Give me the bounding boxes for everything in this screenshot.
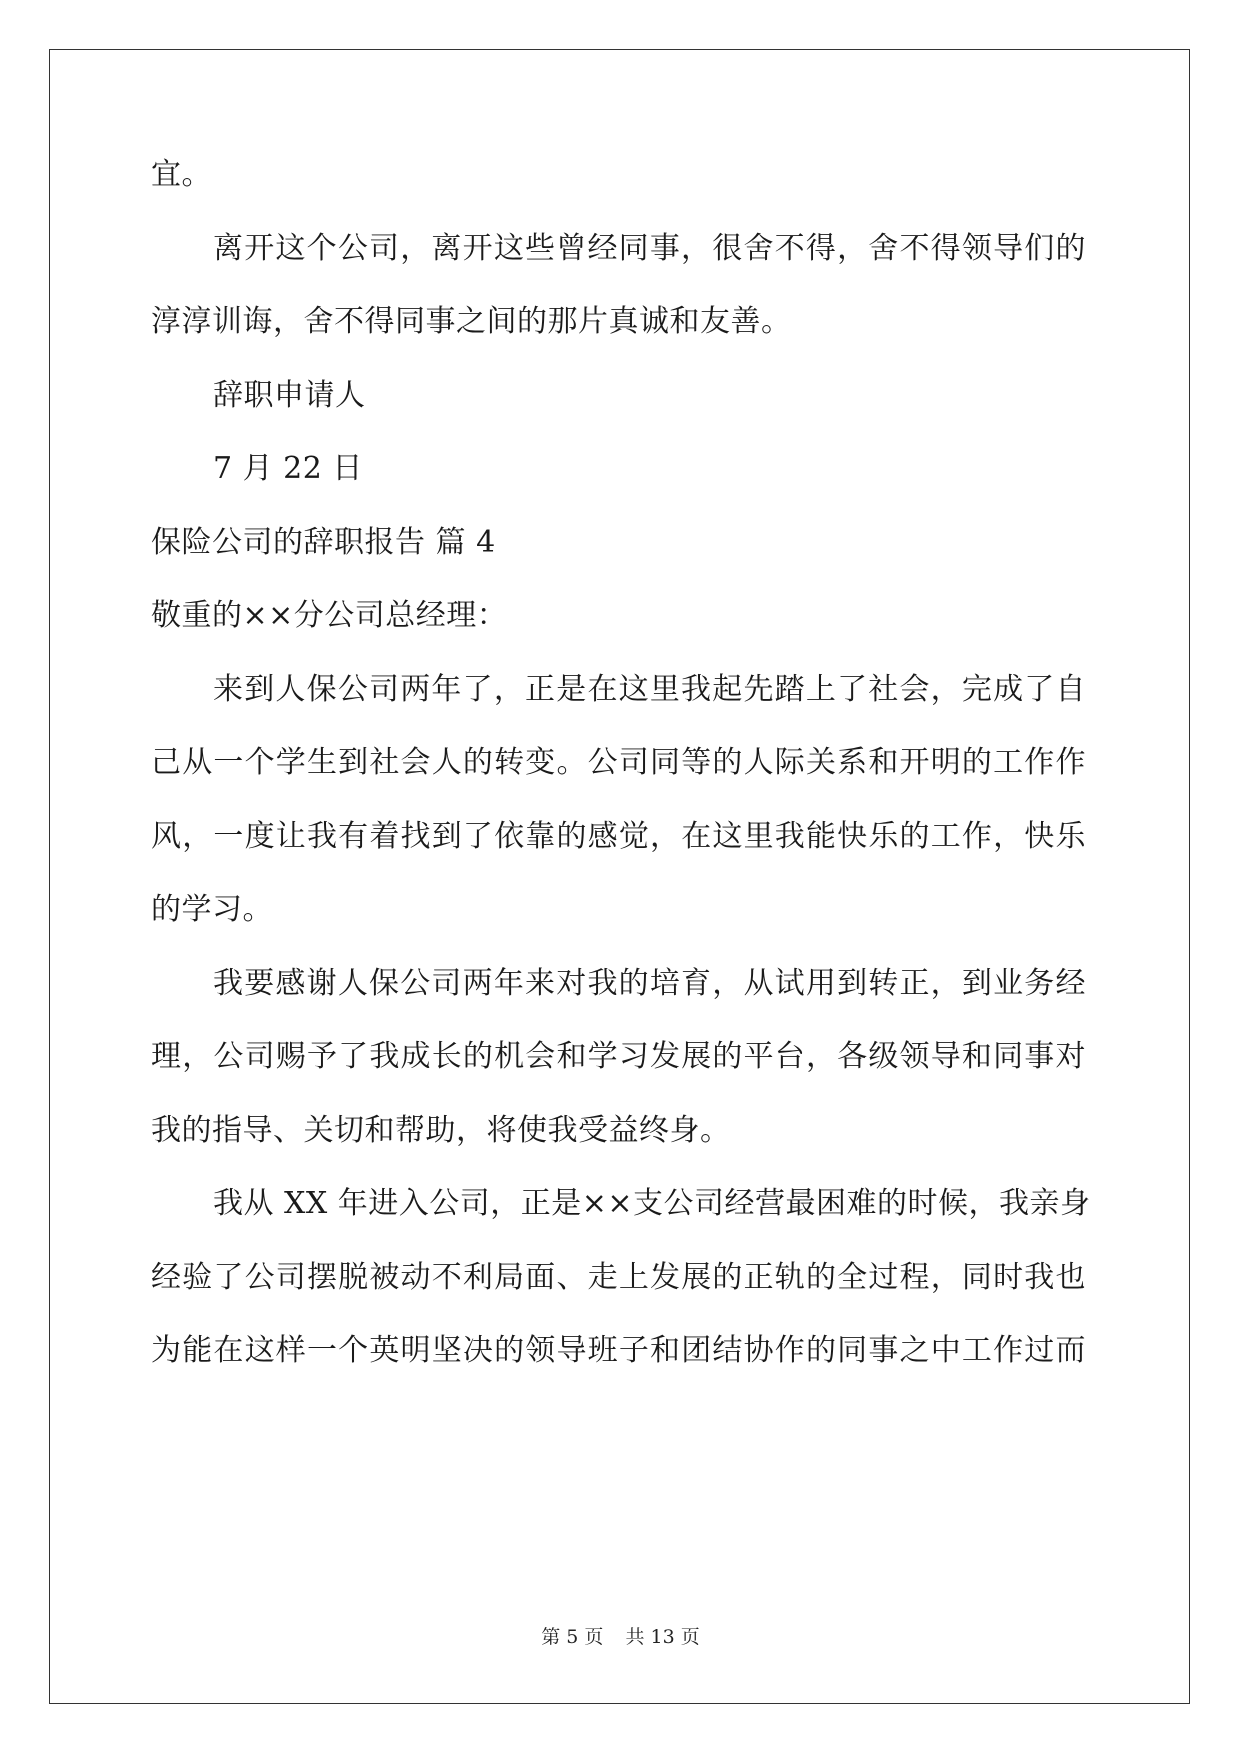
text-line: 我要感谢人保公司两年来对我的培育，从试用到转正，到业务经 [213,966,1086,1001]
text-line: 为能在这样一个英明坚决的领导班子和团结协作的同事之中工作过而 [151,1333,1086,1368]
page-footer [0,1625,1241,1649]
text-line: 理，公司赐予了我成长的机会和学习发展的平台，各级领导和同事对 [151,1039,1086,1074]
text-line: 的学习。 [151,892,273,927]
text-line: 我从 XX 年进入公司，正是××支公司经营最困难的时候，我亲身 [213,1186,1091,1221]
salutation: 敬重的××分公司总经理： [151,598,508,633]
page-total: 共 13 页 [625,1626,700,1648]
page-border [49,49,1190,1704]
text-line: 离开这个公司，离开这些曾经同事，很舍不得，舍不得领导们的 [213,231,1086,266]
text-line: 风，一度让我有着找到了依靠的感觉，在这里我能快乐的工作，快乐 [151,819,1086,854]
text-line: 我的指导、关切和帮助，将使我受益终身。 [151,1113,731,1148]
page-number: 第 5 页 [541,1626,604,1648]
date-line: 7 月 22 日 [213,451,363,486]
section-heading: 保险公司的辞职报告 篇 4 [151,525,496,560]
text-line: 宜。 [151,157,212,192]
text-line: 经验了公司摆脱被动不利局面、走上发展的正轨的全过程，同时我也 [151,1260,1086,1295]
text-line: 来到人保公司两年了，正是在这里我起先踏上了社会，完成了自 [213,672,1086,707]
text-line: 淳淳训诲，舍不得同事之间的那片真诚和友善。 [151,304,792,339]
text-line: 己从一个学生到社会人的转变。公司同等的人际关系和开明的工作作 [151,745,1086,780]
signature-label: 辞职申请人 [213,378,366,413]
